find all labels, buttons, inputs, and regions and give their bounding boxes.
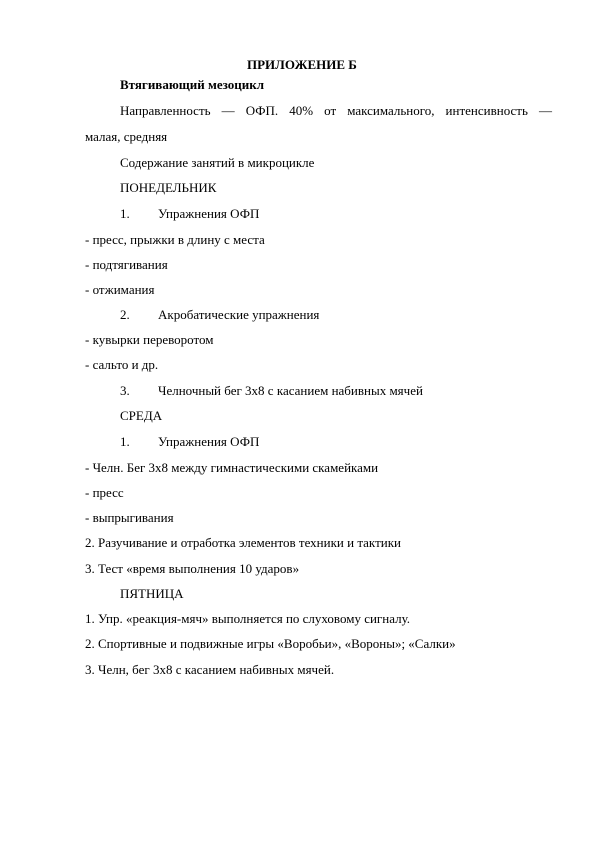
monday-item1-line: - подтягивания xyxy=(85,257,168,272)
direction-continuation: малая, средняя xyxy=(85,129,168,144)
wednesday-item1-number: 1. xyxy=(120,434,130,449)
page-subtitle: Втягивающий мезоцикл xyxy=(120,77,265,92)
wednesday-item1-line: - Челн. Бег 3х8 между гимнастическими скамейками xyxy=(85,460,379,475)
direction-line xyxy=(120,103,552,119)
wednesday-item2: 2. Разучивание и отработка элементов техники и тактики xyxy=(85,535,401,550)
monday-heading: ПОНЕДЕЛЬНИК xyxy=(120,180,217,195)
wednesday-item1-label: Упражнения ОФП xyxy=(158,434,260,449)
monday-item1-label: Упражнения ОФП xyxy=(158,206,260,221)
friday-item3: 3. Челн, бег 3х8 с касанием набивных мячей. xyxy=(85,662,335,677)
friday-heading: ПЯТНИЦА xyxy=(120,586,184,601)
wednesday-heading: СРЕДА xyxy=(120,408,163,423)
page-title: ПРИЛОЖЕНИЕ Б xyxy=(247,57,357,72)
monday-item2-number: 2. xyxy=(120,307,130,322)
monday-item3-label: Челночный бег 3х8 с касанием набивных мячей xyxy=(158,383,423,398)
content-heading: Содержание занятий в микроцикле xyxy=(120,155,315,170)
monday-item1-line: - отжимания xyxy=(85,282,155,297)
monday-item2-line: - кувырки переворотом xyxy=(85,332,214,347)
monday-item2-line: - сальто и др. xyxy=(85,357,159,372)
wednesday-item3: 3. Тест «время выполнения 10 ударов» xyxy=(85,561,300,576)
direction-word: — xyxy=(221,103,235,118)
direction-word: — xyxy=(538,103,552,118)
direction-word: от xyxy=(324,103,337,118)
monday-item1-number: 1. xyxy=(120,206,130,221)
direction-word: ОФП. xyxy=(245,103,279,118)
direction-word: интенсивность xyxy=(445,103,528,118)
direction-word: максимального, xyxy=(347,103,435,118)
monday-item3-number: 3. xyxy=(120,383,130,398)
wednesday-item1-line: - выпрыгивания xyxy=(85,510,174,525)
wednesday-item1-line: - пресс xyxy=(85,485,124,500)
monday-item1-line: - пресс, прыжки в длину с места xyxy=(85,232,265,247)
direction-word: 40% xyxy=(289,103,314,118)
friday-item2: 2. Спортивные и подвижные игры «Воробьи», «Вороны»; «Салки» xyxy=(85,636,456,651)
friday-item1: 1. Упр. «реакция-мяч» выполняется по слуховому сигналу. xyxy=(85,611,411,626)
monday-item2-label: Акробатические упражнения xyxy=(158,307,320,322)
direction-word: Направленность xyxy=(120,103,211,118)
